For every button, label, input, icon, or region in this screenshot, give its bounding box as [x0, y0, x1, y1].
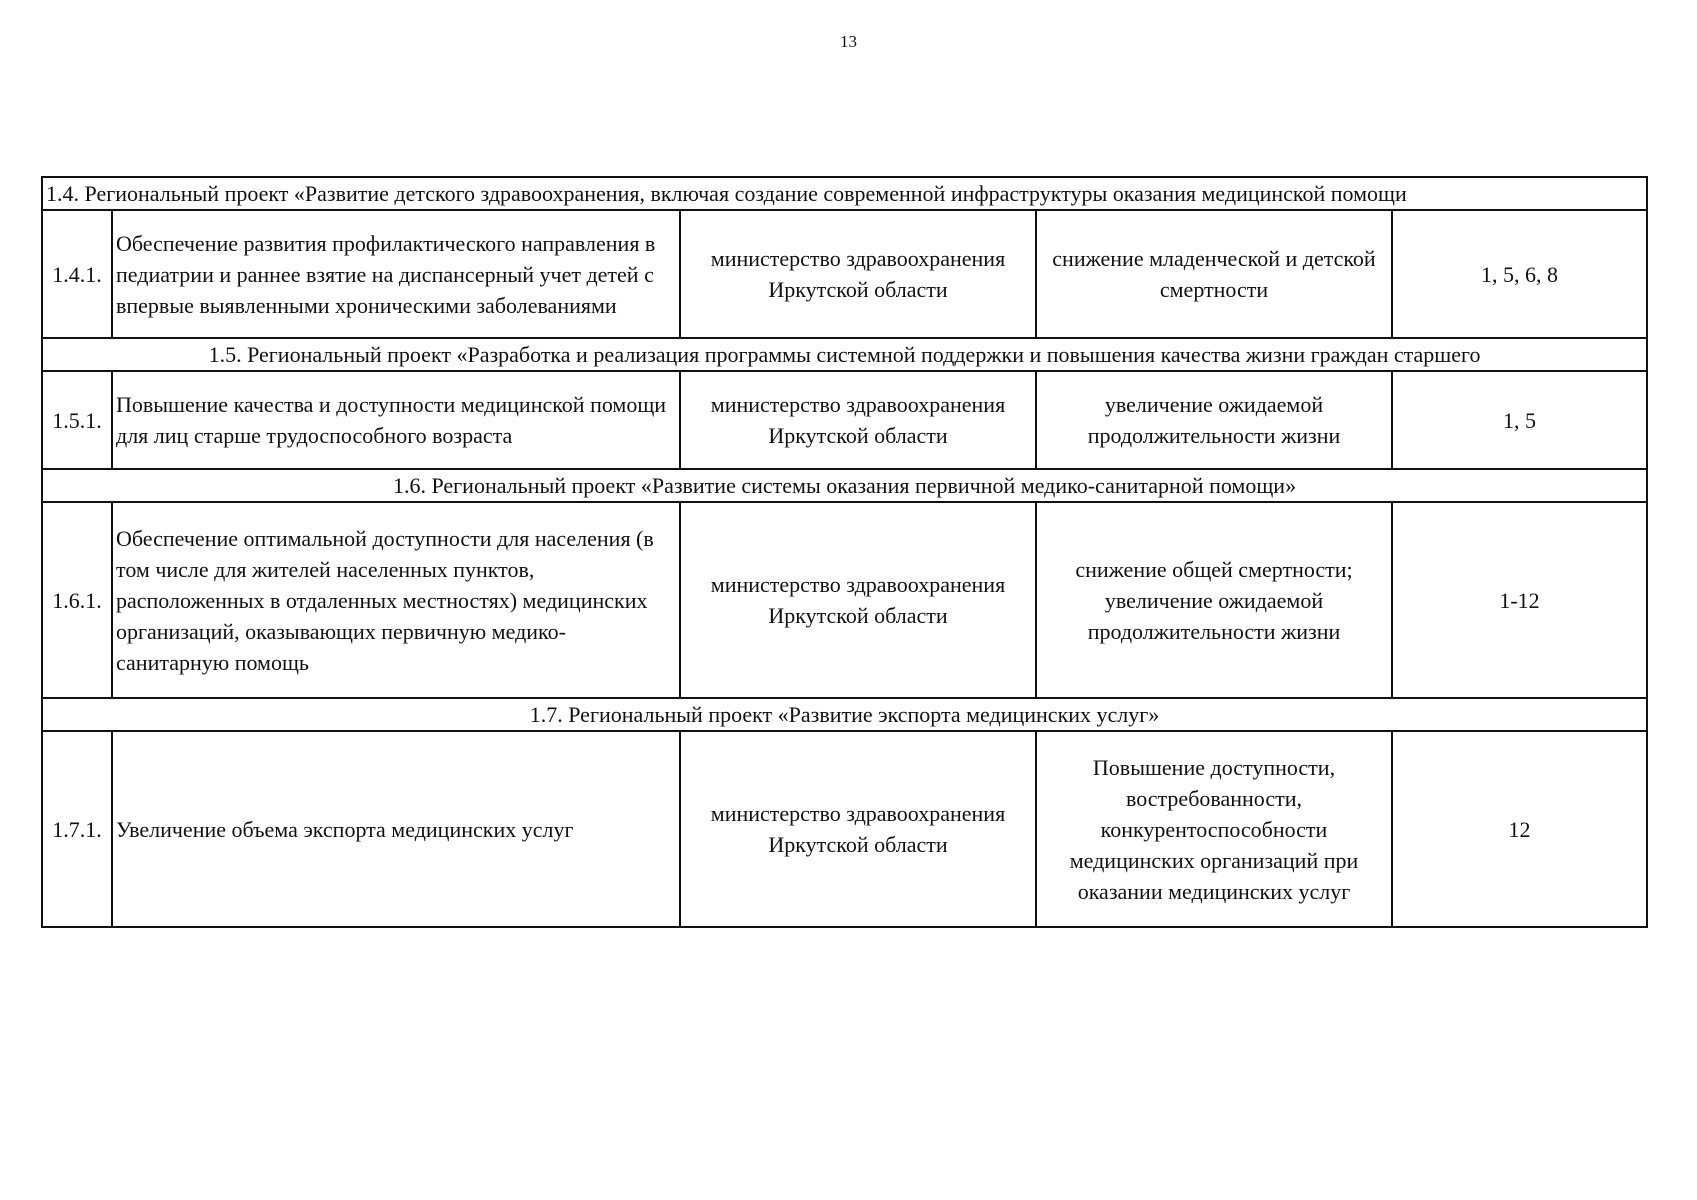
measure-description-cell: Обеспечение развития профилактического направления в педиатрии и раннее взятие на диспансерный учет детей с впервые выявленными хроническими заболеваниями	[112, 210, 680, 338]
executor-cell: министерство здравоохранения Иркутской области	[680, 371, 1036, 469]
table-row-1-5-1	[42, 371, 1647, 469]
row-number-cell: 1.5.1.	[42, 371, 112, 469]
row-number-cell: 1.4.1.	[42, 210, 112, 338]
expected-result-cell: снижение общей смертности; увеличение ожидаемой продолжительности жизни	[1036, 502, 1392, 698]
section-header-1-5: 1.5. Региональный проект «Разработка и реализация программы системной поддержки и повышения качества жизни граждан старшего	[42, 338, 1647, 371]
measure-description-cell: Повышение качества и доступности медицинской помощи для лиц старше трудоспособного возраста	[112, 371, 680, 469]
section-row-1-5	[42, 338, 1647, 371]
table-row-1-4-1	[42, 210, 1647, 338]
measure-description-cell: Обеспечение оптимальной доступности для населения (в том числе для жителей населенных пунктов, расположенных в отдаленных местностях) медицинских организаций, оказывающих первичную медико-санитарную помощь	[112, 502, 680, 698]
indicators-cell: 1-12	[1392, 502, 1647, 698]
program-measures-table	[41, 176, 1648, 928]
section-header-1-6: 1.6. Региональный проект «Развитие системы оказания первичной медико-санитарной помощи»	[42, 469, 1647, 502]
measure-description-cell: Увеличение объема экспорта медицинских услуг	[112, 731, 680, 927]
section-header-1-7: 1.7. Региональный проект «Развитие экспорта медицинских услуг»	[42, 698, 1647, 731]
section-header-1-4: 1.4. Региональный проект «Развитие детского здравоохранения, включая создание современной инфраструктуры оказания медицинской помощи	[42, 177, 1647, 210]
executor-cell: министерство здравоохранения Иркутской области	[680, 731, 1036, 927]
section-row-1-4	[42, 177, 1647, 210]
expected-result-cell: увеличение ожидаемой продолжительности жизни	[1036, 371, 1392, 469]
indicators-cell: 1, 5, 6, 8	[1392, 210, 1647, 338]
executor-cell: министерство здравоохранения Иркутской области	[680, 502, 1036, 698]
row-number-cell: 1.6.1.	[42, 502, 112, 698]
table-row-1-6-1	[42, 502, 1647, 698]
indicators-cell: 12	[1392, 731, 1647, 927]
expected-result-cell: снижение младенческой и детской смертности	[1036, 210, 1392, 338]
table-row-1-7-1	[42, 731, 1647, 927]
indicators-cell: 1, 5	[1392, 371, 1647, 469]
section-row-1-6	[42, 469, 1647, 502]
expected-result-cell: Повышение доступности, востребованности, конкурентоспособности медицинских организаций при оказании медицинских услуг	[1036, 731, 1392, 927]
section-row-1-7	[42, 698, 1647, 731]
page-number: 13	[840, 32, 857, 51]
executor-cell: министерство здравоохранения Иркутской области	[680, 210, 1036, 338]
row-number-cell: 1.7.1.	[42, 731, 112, 927]
